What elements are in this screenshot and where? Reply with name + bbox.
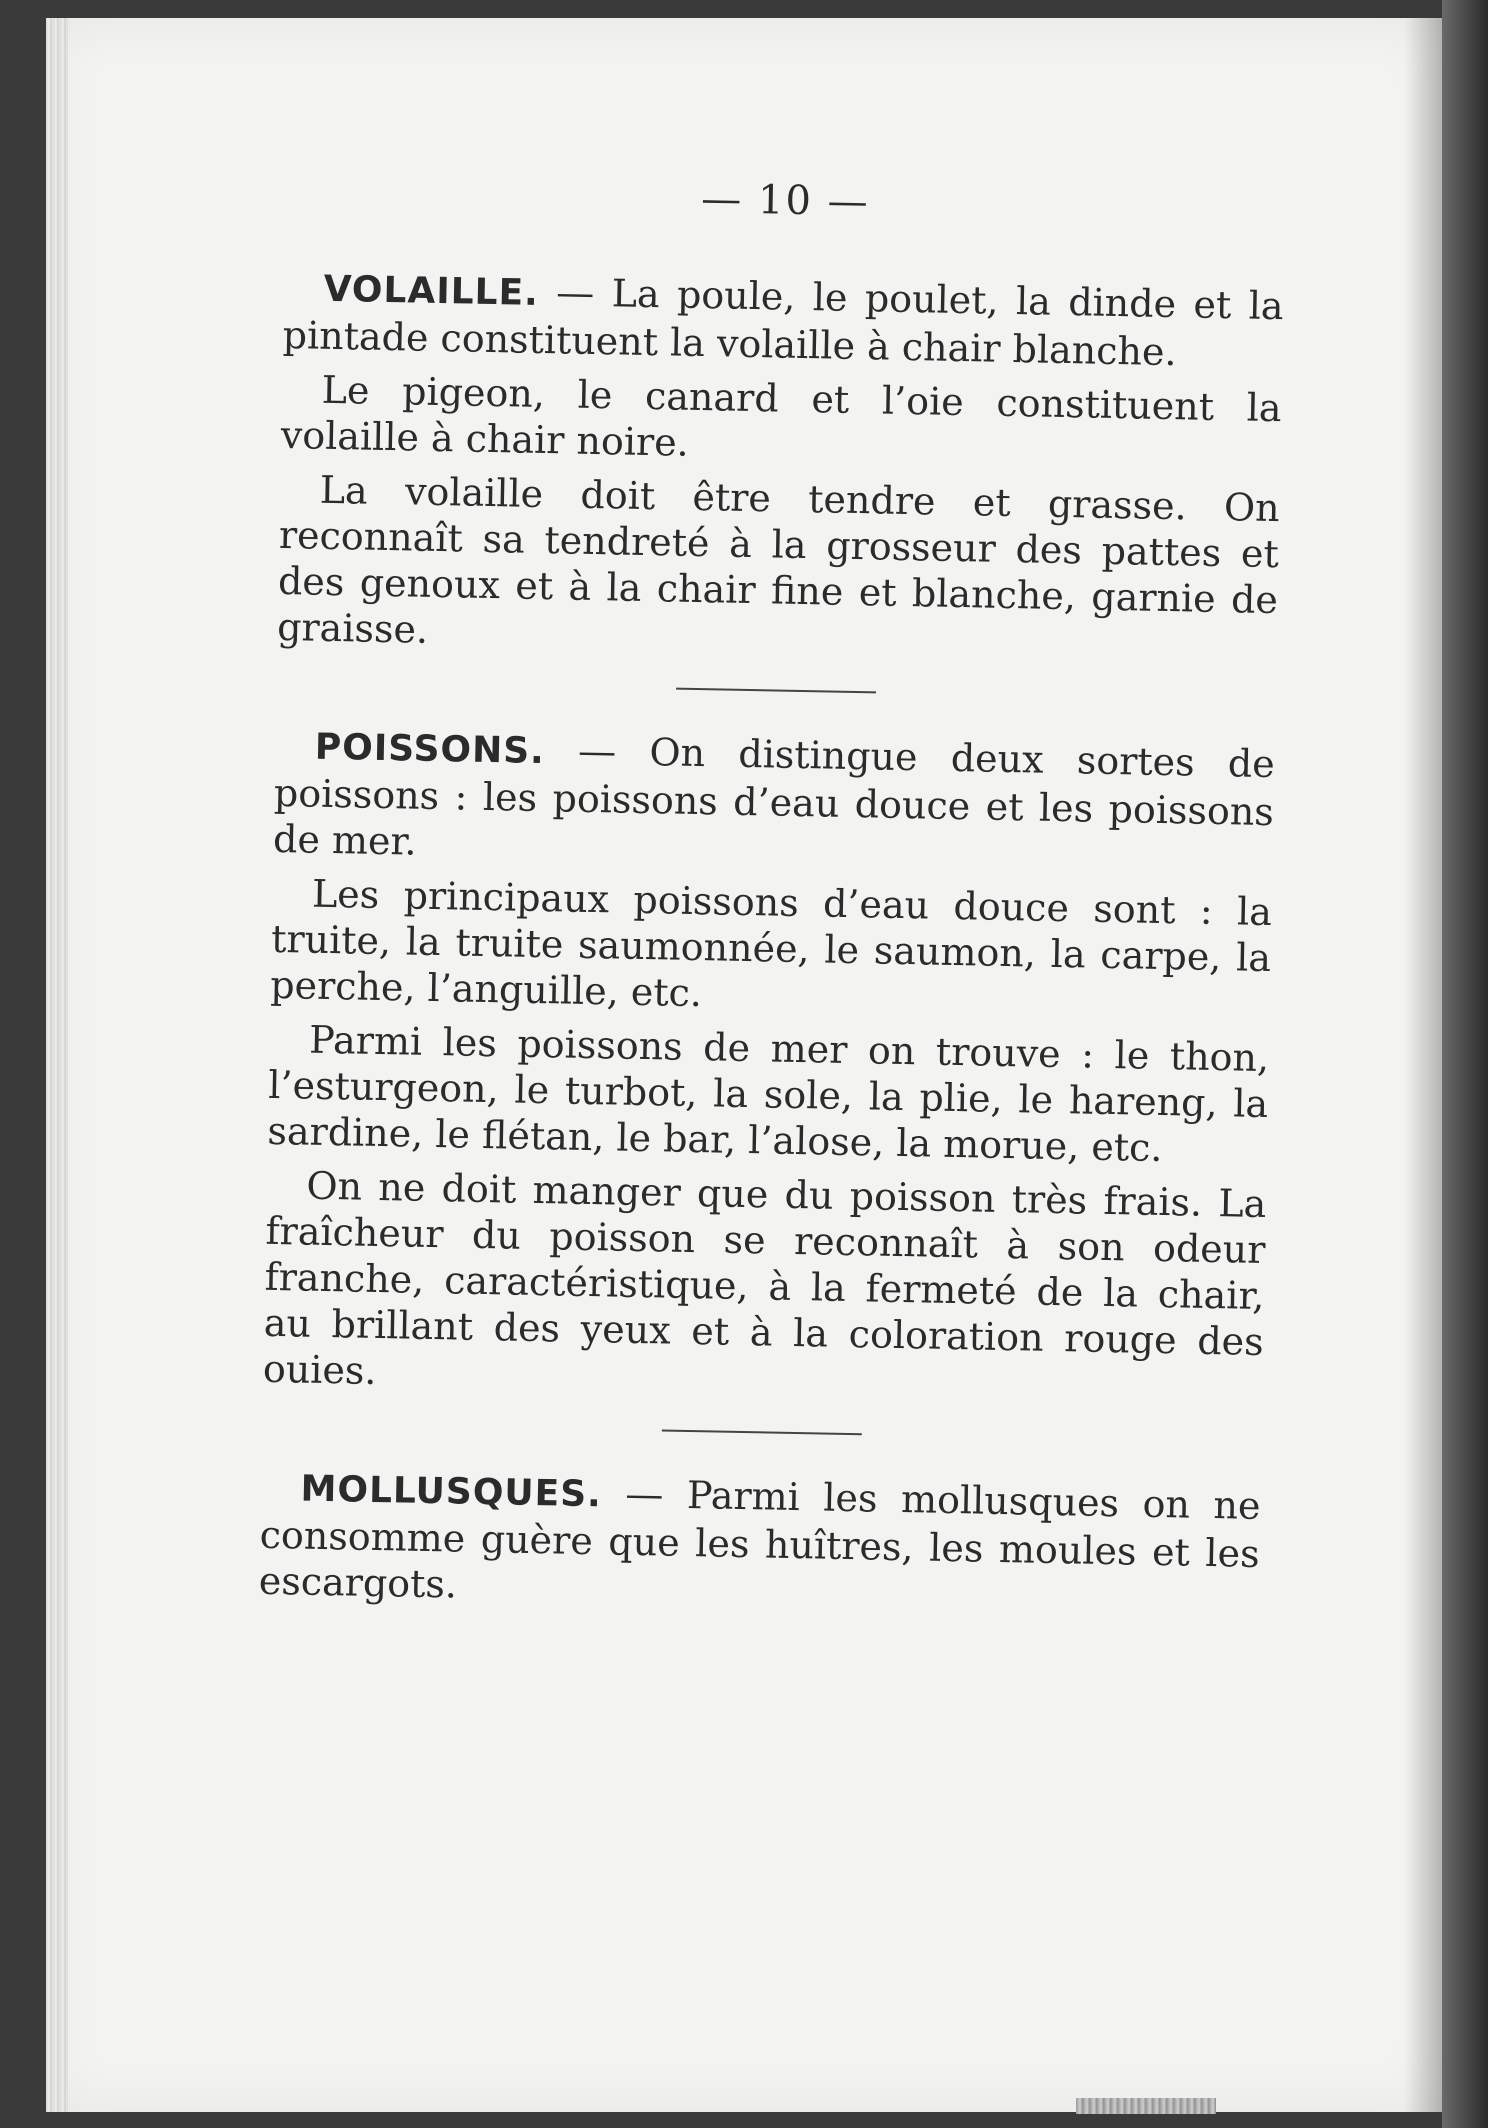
volaille-heading: VOLAILLE. (323, 268, 540, 314)
volaille-lead: — La poule, le poulet, la dinde et la pintade constituent la volaille à chair blanche. (282, 269, 1284, 375)
poissons-paragraph-1 (273, 722, 1276, 881)
poissons-paragraph-4: On ne doit manger que du poisson très frais. La fraîcheur du poisson se reconnaît à son odeur franche, caractéristique, à la fermeté de la chair, au brillant des yeux et à la coloration rouge des ouies. (262, 1163, 1267, 1393)
section-divider-2 (662, 1429, 862, 1435)
book-spine (1442, 0, 1488, 2128)
poissons-paragraph-3: Parmi les poissons de mer on trouve : le thon, l’esturgeon, le turbot, la sole, la plie, le hareng, la sardine, le flétan, le bar, l’alose, la morue, etc. (267, 1017, 1270, 1171)
text-block (258, 168, 1286, 1631)
poissons-heading: POISSONS. (314, 726, 546, 773)
volaille-paragraph-2: Le pigeon, le canard et l’oie constituent la volaille à chair noire. (280, 367, 1282, 465)
section-mollusques (258, 1464, 1261, 1623)
section-volaille (277, 264, 1284, 669)
poissons-lead: — On distingue deux sortes de poissons : les poissons d’eau douce et les poissons de mer. (272, 728, 1276, 864)
section-poissons (263, 722, 1276, 1411)
volaille-paragraph-3: La volaille doit être tendre et grasse. On reconnaît sa tendreté à la grosseur des pattes et des genoux et à la chair fine et blanche, garnie de graisse. (276, 467, 1281, 652)
page-number: — 10 — (700, 175, 871, 226)
section-divider-1 (676, 688, 876, 694)
poissons-paragraph-2: Les principaux poissons d’eau douce sont : la truite, la truite saumonnée, le saumon, la carpe, la perche, l’anguille, etc. (269, 871, 1273, 1016)
mollusques-heading: MOLLUSQUES. (300, 1468, 603, 1516)
page-edges (46, 18, 68, 2112)
gutter-shadow (1404, 18, 1444, 2112)
volaille-paragraph-1 (282, 264, 1284, 377)
mollusques-lead: — Parmi les mollusques on ne consomme guère que les huîtres, les moules et les escargots. (258, 1471, 1261, 1607)
paper-sheet (46, 18, 1444, 2112)
mollusques-paragraph-1 (258, 1464, 1261, 1623)
scan-artifact-strip (1076, 2098, 1216, 2114)
